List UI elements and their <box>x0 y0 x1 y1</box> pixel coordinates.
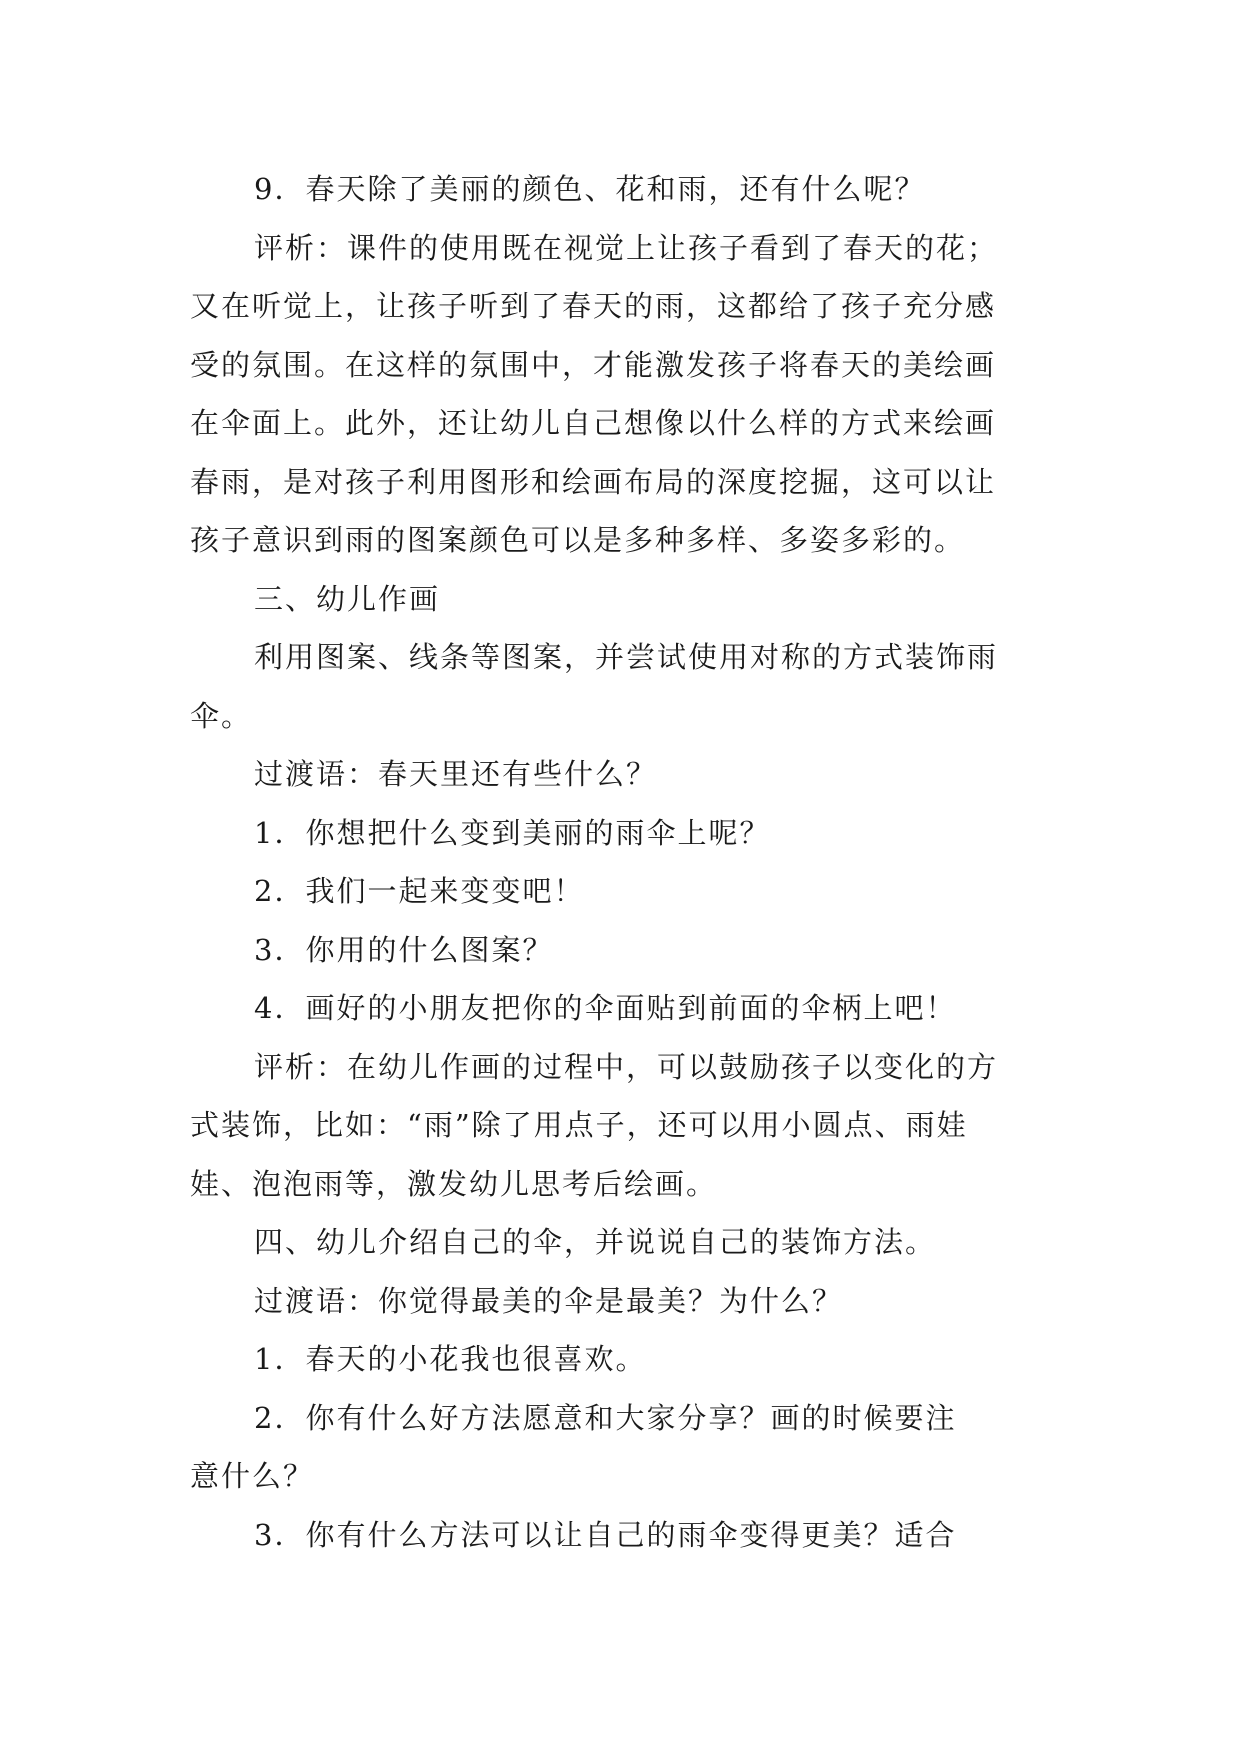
section-heading: 三、幼儿作画 <box>254 581 441 616</box>
text-line: 春雨，是对孩子利用图形和绘画布局的深度挖掘，这可以让 <box>190 464 997 499</box>
document-body <box>190 160 1060 1564</box>
text-line: 过渡语：你觉得最美的伞是最美？为什么？ <box>254 1283 844 1318</box>
text-line: 评析：课件的使用既在视觉上让孩子看到了春天的花； <box>254 230 999 265</box>
text-line: 过渡语：春天里还有些什么？ <box>254 757 658 791</box>
text-line: 利用图案、线条等图案，并尝试使用对称的方式装饰雨 <box>254 640 999 674</box>
text-line: 受的氛围。在这样的氛围中，才能激发孩子将春天的美绘画 <box>190 347 997 382</box>
text-line: 娃、泡泡雨等，激发幼儿思考后绘画。 <box>190 1166 718 1201</box>
text-line: 伞。 <box>190 698 253 733</box>
list-item: 1．春天的小花我也很喜欢。 <box>254 1342 647 1376</box>
text-line: 意什么？ <box>190 1459 315 1493</box>
list-item: 3．你有什么方法可以让自己的雨伞变得更美？适合 <box>254 1517 957 1552</box>
section-heading: 四、幼儿介绍自己的伞，并说说自己的装饰方法。 <box>254 1225 937 1259</box>
text-line: 9．春天除了美丽的颜色、花和雨，还有什么呢？ <box>254 172 926 206</box>
list-item: 2．我们一起来变变吧！ <box>254 874 585 908</box>
text-line: 评析：在幼儿作画的过程中，可以鼓励孩子以变化的方 <box>254 1049 999 1084</box>
text-line: 在伞面上。此外，还让幼儿自己想像以什么样的方式来绘画 <box>190 406 997 440</box>
text-line: 又在听觉上，让孩子听到了春天的雨，这都给了孩子充分感 <box>190 289 997 323</box>
list-item: 1．你想把什么变到美丽的雨伞上呢？ <box>254 815 771 850</box>
list-item: 3．你用的什么图案？ <box>254 932 554 967</box>
list-item: 4．画好的小朋友把你的伞面贴到前面的伞柄上吧！ <box>254 991 957 1025</box>
list-item: 2．你有什么好方法愿意和大家分享？画的时候要注 <box>254 1400 957 1435</box>
text-line: 式装饰，比如：“雨”除了用点子，还可以用小圆点、雨娃 <box>190 1108 968 1142</box>
text-line: 孩子意识到雨的图案颜色可以是多种多样、多姿多彩的。 <box>190 523 966 557</box>
